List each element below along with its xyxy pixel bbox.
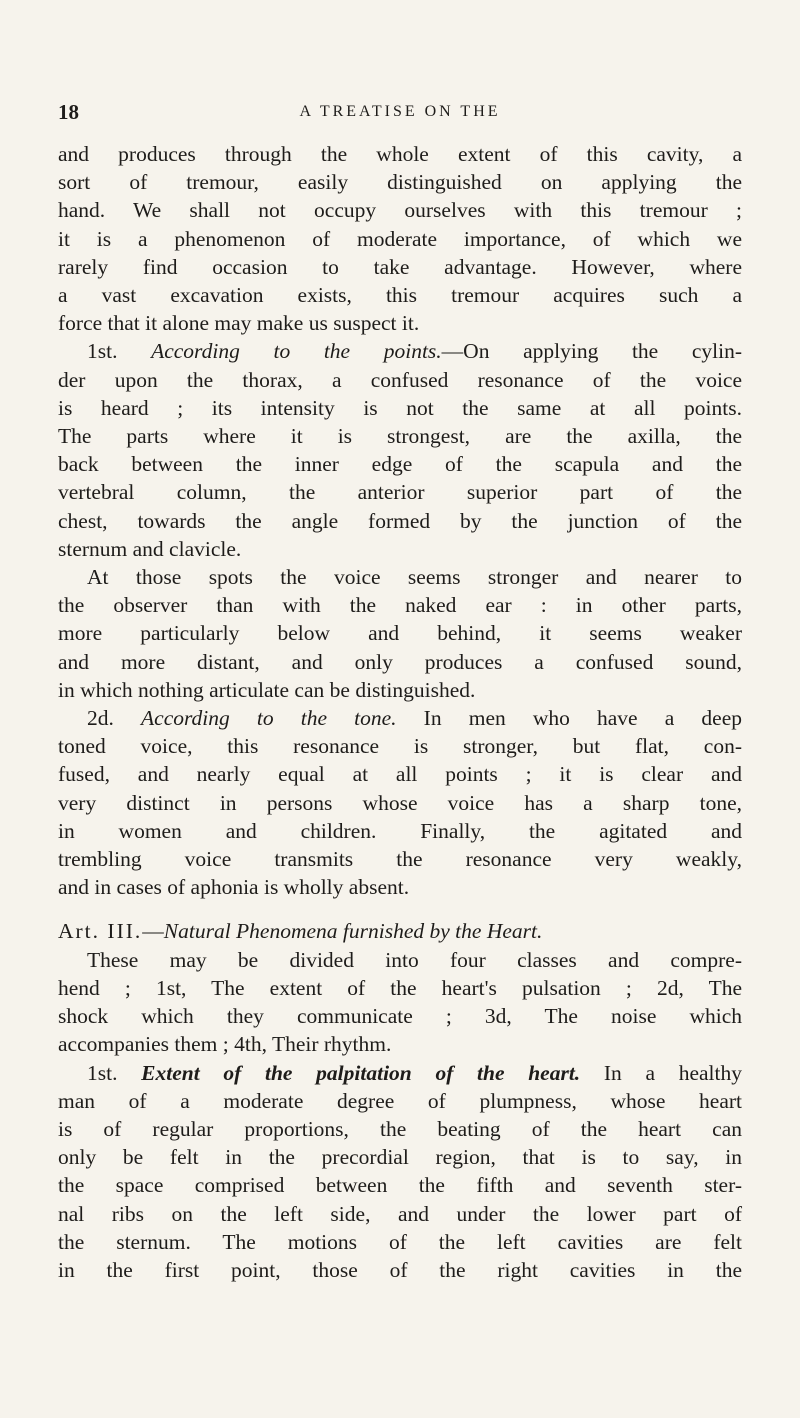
paragraph-3 (58, 563, 742, 704)
text-line: and more distant, and only produces a confused sound, (58, 649, 742, 674)
text-line: These may be divided into four classes and compre- (87, 947, 742, 972)
text-line: in the first point, those of the right cavities in the (58, 1257, 742, 1282)
text-line (58, 1059, 742, 1087)
page-number: 18 (58, 100, 79, 124)
text-line: sternum and clavicle. (58, 536, 242, 561)
article-title: Natural Phenomena furnished by the Heart. (163, 919, 543, 944)
text-line: and produces through the whole extent of this cavity, a (58, 142, 742, 166)
line-continuation: In men who have a deep (396, 706, 742, 731)
text-line: shock which they communicate ; 3d, The noise which (58, 1004, 742, 1029)
text-line (58, 337, 742, 365)
line-continuation: In a healthy (580, 1060, 743, 1085)
text-line: chest, towards the angle formed by the junction of the (58, 508, 742, 533)
text-line: in which nothing articulate can be distinguished. (58, 677, 476, 702)
body-text (58, 140, 742, 1284)
page-header (58, 100, 742, 130)
text-line: the observer than with the naked ear : in other parts, (58, 593, 742, 618)
text-line: trembling voice transmits the resonance very weakly, (58, 847, 742, 872)
section-heading: According to the tone. (141, 706, 397, 731)
section-number: 1st. (87, 339, 152, 364)
article-dash: — (142, 919, 164, 944)
running-head: A TREATISE ON THE (299, 103, 501, 120)
paragraph-6 (58, 1059, 742, 1285)
text-line: force that it alone may make us suspect it. (58, 311, 420, 336)
text-line: is of regular proportions, the beating of the heart can (58, 1116, 742, 1141)
text-line: man of a moderate degree of plumpness, whose heart (58, 1088, 742, 1113)
text-line: back between the inner edge of the scapula and the (58, 452, 742, 477)
article-label: Art. III. (58, 919, 143, 944)
text-line: hend ; 1st, The extent of the heart's pulsation ; 2d, The (58, 975, 742, 1000)
paragraph-2 (58, 337, 742, 563)
text-line: vertebral column, the anterior superior part of the (58, 480, 742, 505)
paragraph-1 (58, 140, 742, 337)
paragraph-4 (58, 704, 742, 901)
section-number: 1st. (87, 1060, 142, 1085)
text-line: accompanies them ; 4th, Their rhythm. (58, 1032, 392, 1057)
text-line: and in cases of aphonia is wholly absent. (58, 875, 410, 900)
text-line: the sternum. The motions of the left cavities are felt (58, 1229, 742, 1254)
text-line: it is a phenomenon of moderate importance, of which we (58, 226, 742, 251)
text-line: rarely find occasion to take advantage. However, where (58, 254, 742, 279)
text-line (58, 917, 742, 945)
text-line: sort of tremour, easily distinguished on applying the (58, 170, 742, 195)
text-line: the space comprised between the fifth and seventh ster- (58, 1173, 742, 1198)
text-line: in women and children. Finally, the agitated and (58, 818, 742, 843)
text-line: The parts where it is strongest, are the axilla, the (58, 424, 742, 449)
text-line: very distinct in persons whose voice has a sharp tone, (58, 790, 742, 815)
text-line: hand. We shall not occupy ourselves with this tremour ; (58, 198, 742, 223)
text-line: is heard ; its intensity is not the same at all points. (58, 395, 742, 420)
text-line: nal ribs on the left side, and under the lower part of (58, 1201, 742, 1226)
text-line: der upon the thorax, a confused resonance of the voice (58, 367, 742, 392)
text-line: fused, and nearly equal at all points ; it is clear and (58, 762, 742, 787)
line-continuation: —On applying the cylin- (441, 339, 742, 364)
text-line (58, 704, 742, 732)
text-line: At those spots the voice seems stronger and nearer to (87, 565, 742, 590)
section-number: 2d. (87, 706, 142, 731)
text-line: only be felt in the precordial region, that is to say, in (58, 1145, 742, 1170)
text-line: more particularly below and behind, it seems weaker (58, 621, 742, 646)
paragraph-5 (58, 946, 742, 1059)
section-heading: According to the points. (151, 339, 442, 364)
section-heading: Extent of the palpitation of the heart. (141, 1060, 581, 1085)
text-line: a vast excavation exists, this tremour acquires such a (58, 283, 742, 308)
text-line: toned voice, this resonance is stronger, but flat, con- (58, 734, 742, 759)
article-heading (58, 917, 742, 945)
